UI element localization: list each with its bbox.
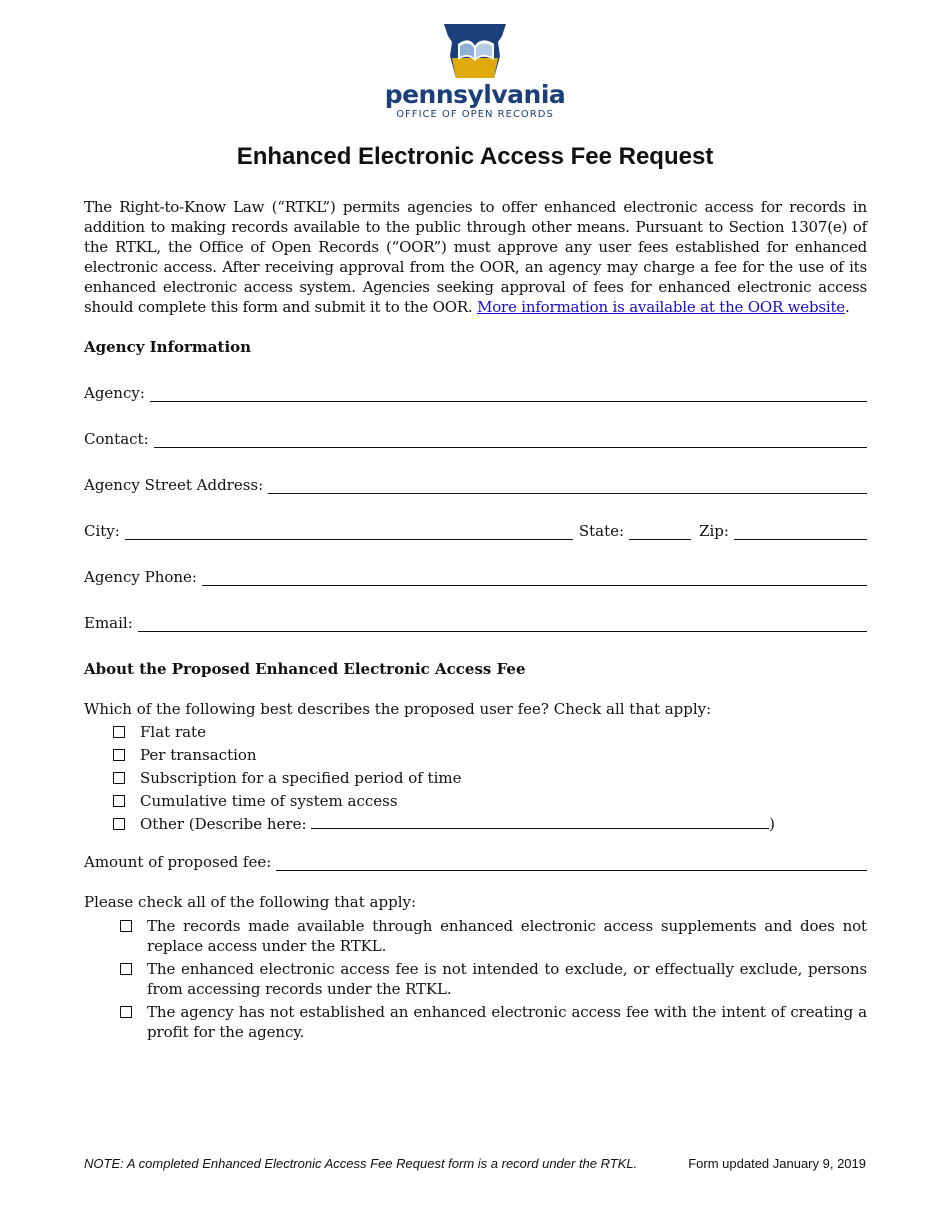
fee-option-flat-rate[interactable] [113,722,206,742]
footer-note: NOTE: A completed Enhanced Electronic Access Fee Request form is a record under the RTKL. [84,1156,638,1171]
logo-wordmark: pennsylvania [384,80,566,109]
fee-option-label: Per transaction [140,746,257,764]
other-describe-line[interactable] [311,814,770,829]
checkbox[interactable] [113,795,125,807]
other-close-paren: ) [769,815,775,833]
oor-website-link[interactable]: More information is available at the OOR website [477,298,845,316]
contact-field[interactable] [84,430,867,448]
checkbox[interactable] [120,963,132,975]
checkbox[interactable] [113,772,125,784]
city-label: City: [84,522,120,540]
fee-option-subscription[interactable] [113,768,461,788]
checkbox[interactable] [120,920,132,932]
contact-label: Contact: [84,430,149,448]
intro-period: . [844,298,850,316]
fee-option-label: Other (Describe here: [140,815,307,833]
agency-field[interactable] [84,384,867,402]
intro-paragraph [84,197,867,317]
address-input-line[interactable] [268,479,867,494]
address-field[interactable] [84,476,867,494]
page-title: Enhanced Electronic Access Fee Request [236,143,714,170]
phone-input-line[interactable] [202,571,867,586]
agency-label: Agency: [84,384,145,402]
attestation-text: The agency has not established an enhanced electronic access fee with the intent of creating a profit for the agency. [147,1003,867,1041]
oor-logo [0,22,950,121]
address-label: Agency Street Address: [84,476,264,494]
city-input-line[interactable] [125,525,573,540]
city-state-zip-row [84,522,867,540]
checkbox[interactable] [113,726,125,738]
attestation-item[interactable] [120,916,867,956]
email-input-line[interactable] [138,617,867,632]
attestation-item[interactable] [120,959,867,999]
phone-label: Agency Phone: [84,568,197,586]
phone-field[interactable] [84,568,867,586]
contact-input-line[interactable] [154,433,867,448]
checkbox[interactable] [113,818,125,830]
amount-label: Amount of proposed fee: [84,853,272,871]
attestation-text: The enhanced electronic access fee is not intended to exclude, or effectually exclude, persons from accessing records under the RTKL. [147,960,867,998]
zip-input-line[interactable] [734,525,867,540]
checkbox[interactable] [120,1006,132,1018]
fee-option-cumulative-time[interactable] [113,791,398,811]
fee-option-per-transaction[interactable] [113,745,257,765]
fee-option-label: Subscription for a specified period of time [140,769,462,787]
attestation-text: The records made available through enhanced electronic access supplements and does not replace access under the RTKL. [147,917,867,955]
fee-section-heading: About the Proposed Enhanced Electronic Access Fee [84,660,526,678]
keystone-book-icon [442,22,508,80]
agency-info-heading: Agency Information [84,338,252,356]
intro-text: The Right-to-Know Law (“RTKL”) permits agencies to offer enhanced electronic access for records in addition to making records available to the public through other means. Pursuant to Section 1307(e) of the RTKL, the Office of Open Records (“OOR”) must approve any user fees established for enhanced electronic access. After receiving approval from the OOR, an agency may charge a fee for the use of its enhanced electronic access system. Agencies seeking approval of fees for enhanced electronic access should complete this form and submit it to the OOR. [84,198,867,316]
check-prompt: Please check all of the following that apply: [84,893,417,911]
email-label: Email: [84,614,133,632]
footer-updated-date: Form updated January 9, 2019 [688,1156,866,1171]
agency-input-line[interactable] [150,387,867,402]
amount-field[interactable] [84,853,867,871]
fee-option-label: Cumulative time of system access [140,792,398,810]
state-input-line[interactable] [629,525,691,540]
email-field[interactable] [84,614,867,632]
zip-label: Zip: [699,522,729,540]
amount-input-line[interactable] [276,856,867,871]
checkbox[interactable] [113,749,125,761]
state-label: State: [578,522,625,540]
fee-type-question: Which of the following best describes the proposed user fee? Check all that apply: [84,700,712,718]
fee-option-other[interactable] [113,814,775,834]
attestation-item[interactable] [120,1002,867,1042]
logo-subtitle: OFFICE OF OPEN RECORDS [396,109,554,120]
fee-option-label: Flat rate [140,723,206,741]
